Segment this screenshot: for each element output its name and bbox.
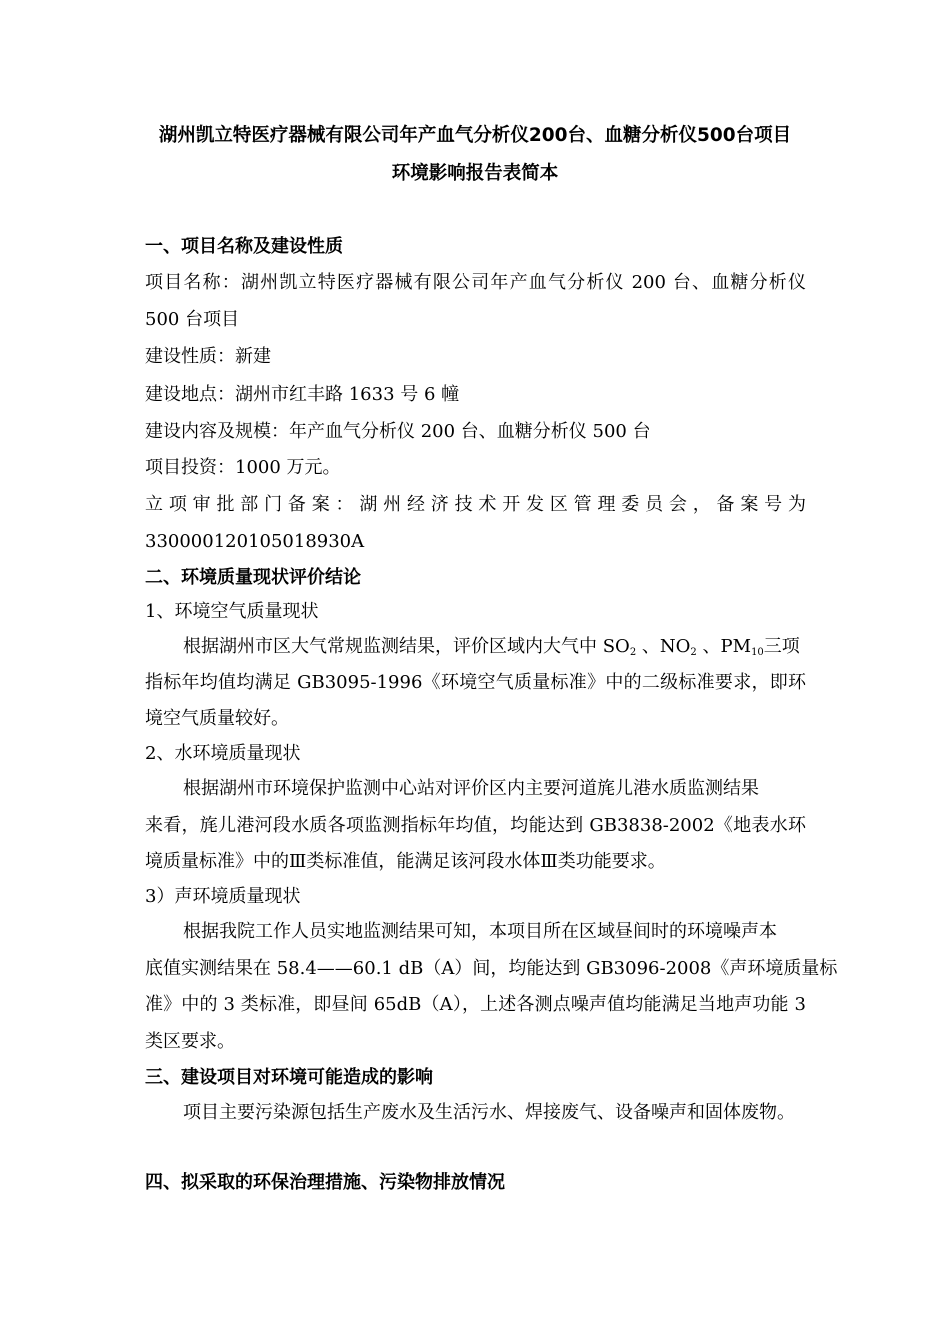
construction-nature: 建设性质：新建 <box>145 346 271 367</box>
noise-quality-paragraph-line-2: 底值实测结果在 58.4——60.1 dB（A）间，均能达到 GB3096-2008《声环境质量标 <box>145 958 838 979</box>
air-quality-paragraph-line-3: 境空气质量较好。 <box>145 708 289 729</box>
noise-quality-paragraph-line-4: 类区要求。 <box>145 1031 235 1052</box>
water-quality-paragraph-line-3: 境质量标准》中的Ⅲ类标准值，能满足该河段水体Ⅲ类功能要求。 <box>145 851 666 872</box>
section-2-heading: 二、环境质量现状评价结论 <box>145 567 361 588</box>
water-quality-subheading: 2、水环境质量现状 <box>145 743 301 764</box>
water-quality-paragraph-line-1: 根据湖州市环境保护监测中心站对评价区内主要河道旄儿港水质监测结果 <box>183 778 759 799</box>
noise-quality-paragraph-line-3: 准》中的 3 类标准，即昼间 65dB（A），上述各测点噪声值均能满足当地声功能 3 <box>145 994 806 1015</box>
section-4-heading: 四、拟采取的环保治理措施、污染物排放情况 <box>145 1172 505 1193</box>
noise-quality-paragraph-line-1: 根据我院工作人员实地监测结果可知，本项目所在区域昼间时的环境噪声本 <box>183 921 777 942</box>
air-quality-subheading: 1、环境空气质量现状 <box>145 601 319 622</box>
section-1-heading: 一、项目名称及建设性质 <box>145 236 343 257</box>
approval-record-number: 330000120105018930A <box>145 531 365 552</box>
noise-quality-subheading: 3）声环境质量现状 <box>145 886 301 907</box>
document-title-line-1: 湖州凯立特医疗器械有限公司年产血气分析仪200台、血糖分析仪500台项目 <box>158 125 792 146</box>
construction-content: 建设内容及规模：年产血气分析仪 200 台、血糖分析仪 500 台 <box>145 421 651 442</box>
document-title-line-2: 环境影响报告表简本 <box>391 163 559 184</box>
air-quality-paragraph-line-2: 指标年均值均满足 GB3095-1996《环境空气质量标准》中的二级标准要求，即环 <box>145 672 806 693</box>
construction-location: 建设地点：湖州市红丰路 1633 号 6 幢 <box>145 384 460 405</box>
section-3-heading: 三、建设项目对环境可能造成的影响 <box>145 1067 433 1088</box>
water-quality-paragraph-line-2: 来看，旄儿港河段水质各项监测指标年均值，均能达到 GB3838-2002《地表水环 <box>145 815 806 836</box>
project-name-line-1: 项目名称：湖州凯立特医疗器械有限公司年产血气分析仪 200 台、血糖分析仪 <box>145 272 806 293</box>
project-investment: 项目投资：1000 万元。 <box>145 457 341 478</box>
pollution-sources-paragraph: 项目主要污染源包括生产废水及生活污水、焊接废气、设备噪声和固体废物。 <box>183 1102 795 1123</box>
air-quality-paragraph-line-1: 根据湖州市区大气常规监测结果，评价区域内大气中 $SO_2$ 、$NO_2$ 、$PM_{10}$三项 <box>183 636 800 658</box>
approval-line-1: 立项审批部门备案：湖州经济技术开发区管理委员会，备案号为 <box>145 494 806 515</box>
project-name-line-2: 500 台项目 <box>145 309 240 330</box>
